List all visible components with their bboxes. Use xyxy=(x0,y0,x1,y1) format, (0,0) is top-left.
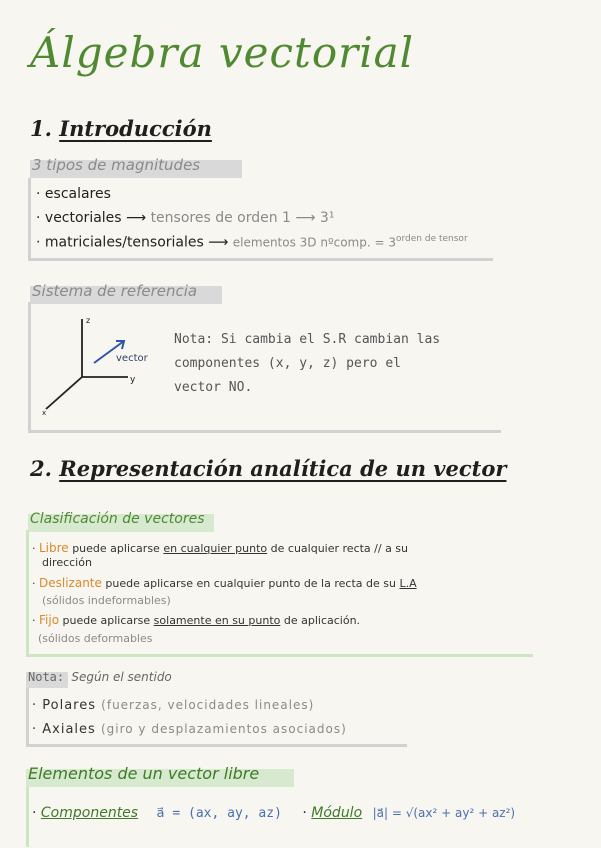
section-1-heading xyxy=(30,116,212,141)
vector-type-name: Fijo xyxy=(39,613,60,627)
components-formula: a⃗ = (ax, ay, az) xyxy=(156,806,282,821)
magnitude-sup: orden de tensor xyxy=(396,234,468,244)
magnitude-detail: elementos 3D nºcomp. = 3 xyxy=(232,235,396,250)
page-title: Álgebra vectorial xyxy=(30,28,415,77)
module-label: Módulo xyxy=(311,805,363,821)
section-2-number: 2. xyxy=(30,456,52,481)
magnitude-detail: tensores de orden 1 ⟶ 3¹ xyxy=(150,210,335,226)
vector-type-text: puede aplicarse en cualquier punto de la recta de su xyxy=(105,577,396,590)
vector-type-name: Libre xyxy=(39,541,69,555)
reference-heading: Sistema de referencia xyxy=(32,282,198,300)
free-vector-elements: · Componentes a⃗ = (ax, ay, az) · Módulo |a⃗| = √(ax² + ay² + az²) xyxy=(32,805,516,821)
sense-item-polar: · Polares (fuerzas, velocidades lineales) xyxy=(32,698,315,713)
axis-y-label: y xyxy=(130,375,136,385)
section-1-title: Introducción xyxy=(59,116,212,141)
classification-item-free: · Libre puede aplicarse en cualquier punto de cualquier recta // a su xyxy=(32,541,409,555)
classification-item-sliding-line2: (sólidos indeformables) xyxy=(42,594,171,607)
section-2-heading xyxy=(30,456,506,481)
magnitudes-heading: 3 tipos de magnitudes xyxy=(32,156,201,174)
classification-item-sliding: · Deslizante puede aplicarse en cualquier punto de la recta de su L.A xyxy=(32,576,417,590)
axis-x-label: x xyxy=(42,409,47,417)
vector-type-text: puede aplicarse xyxy=(62,614,151,627)
note-subject: Según el sentido xyxy=(71,670,172,684)
classification-heading: Clasificación de vectores xyxy=(30,511,205,527)
magnitude-label: escalares xyxy=(44,186,111,202)
vector-type-underlined: L.A xyxy=(399,577,417,590)
note-line: Nota: Si cambia el S.R cambian las xyxy=(174,332,441,347)
classification-item-fixed-line2: (sólidos deformables xyxy=(38,632,153,645)
magnitude-item-vector: · vectoriales ⟶ tensores de orden 1 ⟶ 3¹ xyxy=(36,210,335,226)
module-formula: |a⃗| = √(ax² + ay² + az²) xyxy=(372,806,516,820)
magnitude-item-scalar: · escalares xyxy=(36,186,111,202)
sense-name: Polares xyxy=(42,698,97,713)
section-1-number: 1. xyxy=(30,116,52,141)
note-line: vector NO. xyxy=(174,380,253,395)
section-2-title: Representación analítica de un vector xyxy=(59,456,507,481)
vector-type-underlined: solamente en su punto xyxy=(153,614,281,627)
sense-note-heading xyxy=(28,670,172,684)
note-line: componentes (x, y, z) pero el xyxy=(174,356,401,371)
axis-z-label: z xyxy=(86,316,91,325)
magnitude-label: vectoriales xyxy=(44,210,122,226)
vector-type-text: de cualquier recta // a su xyxy=(270,542,409,555)
sense-note-bracket xyxy=(26,688,407,747)
vector-type-text: puede aplicarse xyxy=(72,542,160,555)
note-label: Nota: xyxy=(28,670,65,684)
arrow-right-icon: ⟶ xyxy=(208,234,229,251)
x-axis xyxy=(46,377,82,409)
arrow-right-icon: ⟶ xyxy=(126,210,147,226)
magnitude-label: matriciales/tensoriales xyxy=(44,234,204,251)
classification-item-fixed: · Fijo puede aplicarse solamente en su punto de aplicación. xyxy=(32,613,361,627)
vector-type-underlined: en cualquier punto xyxy=(163,542,268,555)
axes-diagram xyxy=(30,305,180,425)
sense-detail: (fuerzas, velocidades lineales) xyxy=(101,698,315,712)
vector-type-name: Deslizante xyxy=(39,576,102,590)
magnitude-item-tensor: · matriciales/tensoriales ⟶ elementos 3D nºcomp. = $3^{orden de tensor}$ xyxy=(36,234,468,251)
sense-name: Axiales xyxy=(42,722,96,737)
free-vector-heading: Elementos de un vector libre xyxy=(28,764,260,783)
sense-item-axial: · Axiales (giro y desplazamientos asociados) xyxy=(32,722,347,737)
vector-label: vector xyxy=(116,353,148,364)
reference-note xyxy=(174,328,440,400)
sense-detail: (giro y desplazamientos asociados) xyxy=(100,722,347,736)
components-label: Componentes xyxy=(40,805,139,821)
classification-item-free-line2: dirección xyxy=(42,556,92,569)
vector-type-text: de aplicación. xyxy=(283,614,361,627)
